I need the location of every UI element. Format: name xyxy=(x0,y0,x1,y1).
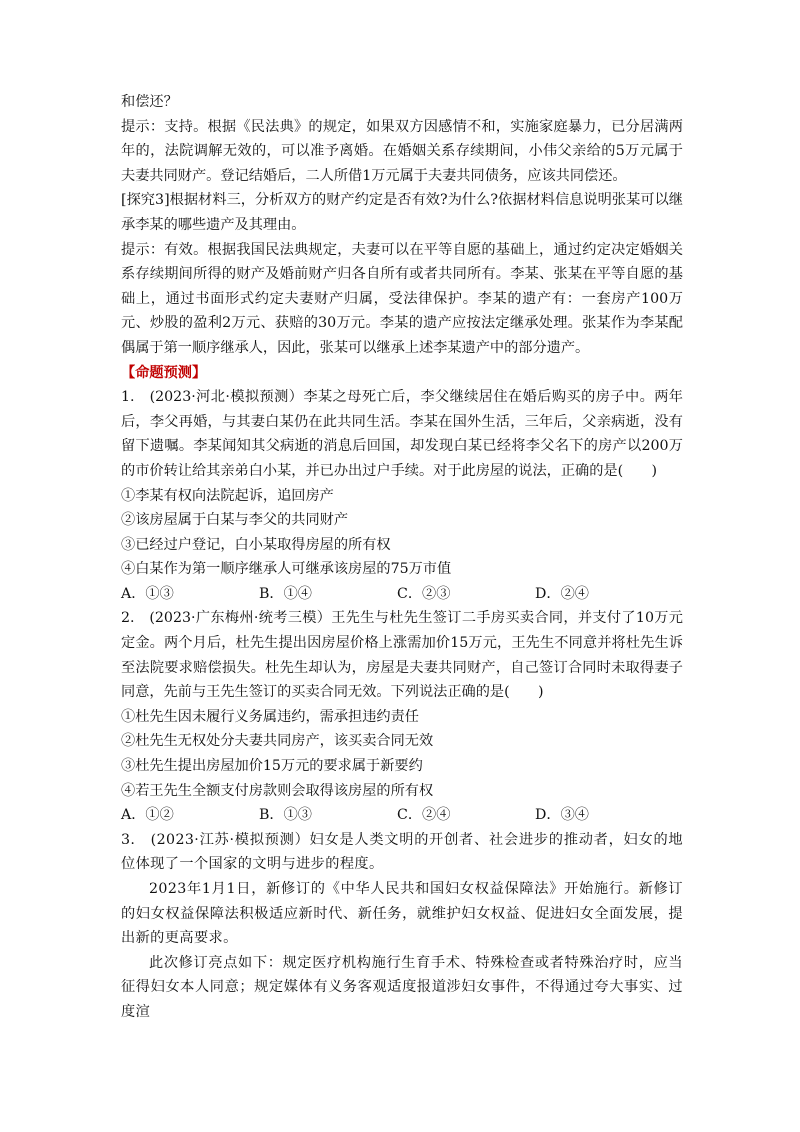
question-1-item: ②该房屋属于白某与李父的共同财产 xyxy=(121,512,349,529)
question-2-item: ③杜先生提出房屋加价15万元的要求属于新要约 xyxy=(121,758,423,775)
question-2-item: ④若王先生全额支付房款则会取得该房屋的所有权 xyxy=(121,782,434,799)
document-content xyxy=(121,90,683,1025)
question-2-item: ②杜先生无权处分夫妻共同房产，该买卖合同无效 xyxy=(121,733,434,750)
hint-paragraph-1: 提示：支持。根据《民法典》的规定，如果双方因感情不和，实施家庭暴力，已分居满两年的，法院调解无效的，可以准予离婚。在婚姻关系存续期间，小伟父亲给的5万元属于夫妻共同财产。登记结婚后，二人所借1万元属于夫妻共同债务，应该共同偿还。 xyxy=(121,118,683,184)
text-line: 和偿还？ xyxy=(121,94,178,110)
question-1-item: ①李某有权向法院起诉，追回房产 xyxy=(121,487,334,504)
hint-paragraph-2: 提示：有效。根据我国民法典规定，夫妻可以在平等自愿的基础上，通过约定决定婚姻关系存续期间所得的财产及婚前财产归各自所有或者共同所有。李某、张某在平等自愿的基础上，通过书面形式约定夫妻财产归属，受法律保护。李某的遗产有：一套房产100万元、炒股的盈利2万元、获赔的30万元。李某的遗产应按法定继承处理。张某作为李某配偶属于第一顺序继承人，因此，张某可以继承上述李某遗产中的部分遗产。 xyxy=(121,241,683,356)
question-1-options xyxy=(121,582,683,607)
option-a: A．①② xyxy=(121,807,174,824)
section-title: 【命题预测】 xyxy=(121,364,207,381)
question-2-stem: 2. (2023·广东梅州·统考三模）王先生与杜先生签订二手房买卖合同，并支付了10万元定金。两个月后，杜先生提出因房屋价格上涨需加价15万元，王先生不同意并将杜先生诉至法院要求赔偿损失。杜先生却认为，房屋是夫妻共同财产，自己签订合同时未取得妻子同意，先前与王先生签订的买卖合同无效。下列说法正确的是( ) xyxy=(121,610,683,701)
question-1-item: ④白某作为第一顺序继承人可继承该房屋的75万市值 xyxy=(121,561,452,578)
option-d: D．②④ xyxy=(535,585,589,602)
question-1-stem: 1. (2023·河北·模拟预测）李某之母死亡后，李父继续居住在婚后购买的房子中。两年后，李父再婚，与其妻白某仍在此共同生活。李某在国外生活，三年后，父亲病逝，没有留下遗嘱。李某闻知其父病逝的消息后回国，却发现白某已经将李父名下的房产以200万的市价转让给其亲弟白小某，并已办出过户手续。对于此房屋的说法，正确的是( ) xyxy=(121,389,683,479)
option-b: B．①④ xyxy=(259,585,312,602)
question-1-item: ③已经过户登记，白小某取得房屋的所有权 xyxy=(121,536,391,553)
question-2-item: ①杜先生因未履行义务属违约，需承担违约责任 xyxy=(121,708,419,725)
option-a: A．①③ xyxy=(121,585,174,602)
question-2-options xyxy=(121,803,683,828)
option-b: B．①③ xyxy=(259,807,312,824)
option-c: C．②③ xyxy=(397,585,451,602)
question-3-stem: 3. (2023·江苏·模拟预测）妇女是人类文明的开创者、社会进步的推动者，妇女的地位体现了一个国家的文明与进步的程度。 xyxy=(121,831,683,873)
question-3-paragraph-2: 此次修订亮点如下：规定医疗机构施行生育手术、特殊检查或者特殊治疗时，应当征得妇女本人同意；规定媒体有义务客观适度报道涉妇女事件，不得通过夸大事实、过度渲 xyxy=(121,954,683,1020)
question-3-paragraph-1: 2023年1月1日，新修订的《中华人民共和国妇女权益保障法》开始施行。新修订的妇女权益保障法积极适应新时代、新任务，就维护妇女权益、促进妇女全面发展，提出新的更高要求。 xyxy=(121,881,683,947)
option-d: D．③④ xyxy=(535,807,589,824)
inquiry-3: [探究3]根据材料三，分析双方的财产约定是否有效?为什么?依据材料信息说明张某可以继承李某的哪些遗产及其理由。 xyxy=(121,192,683,233)
option-c: C．②④ xyxy=(397,807,451,824)
